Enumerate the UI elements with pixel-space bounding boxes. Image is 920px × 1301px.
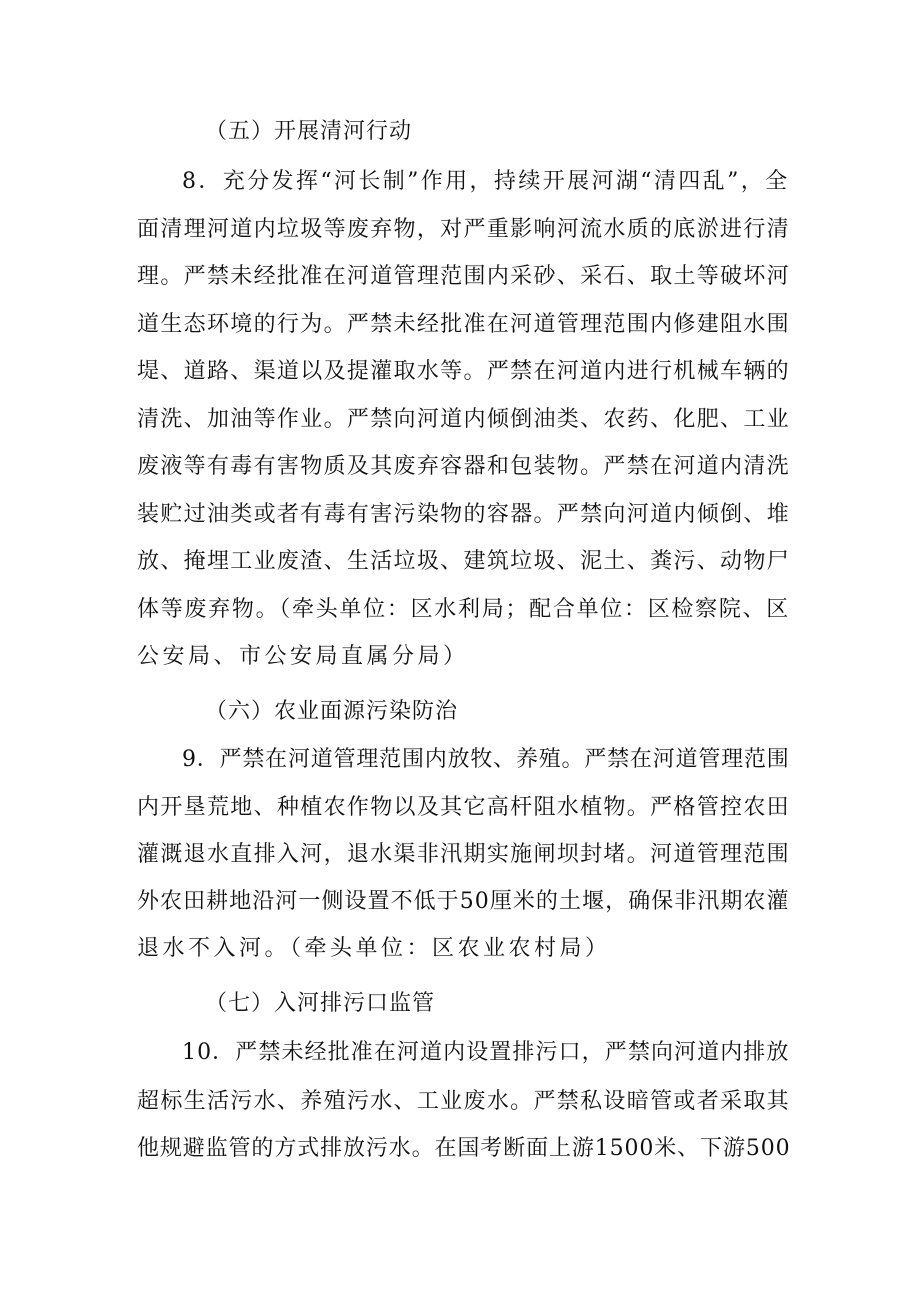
paragraph-line: 外农田耕地沿河一侧设置不低于50厘米的土堰，确保非汛期农灌 bbox=[137, 889, 790, 914]
paragraph-line: 清洗、加油等作业。严禁向河道内倾倒油类、农药、化肥、工业 bbox=[137, 407, 791, 432]
paragraph-line: 道生态环境的行为。严禁未经批准在河道管理范围内修建阻水围 bbox=[137, 312, 791, 337]
paragraph-line: 公安局、市公安局直属分局） bbox=[137, 644, 469, 669]
paragraph-line: 装贮过油类或者有毒有害污染物的容器。严禁向河道内倾倒、堆 bbox=[137, 502, 791, 527]
paragraph-line: 10．严禁未经批准在河道内设置排污口，严禁向河道内排放 bbox=[182, 1040, 790, 1065]
section-heading: （七）入河排污口监管 bbox=[205, 991, 436, 1016]
section-heading: （五）开展清河行动 bbox=[205, 119, 413, 144]
paragraph-line: 他规避监管的方式排放污水。在国考断面上游1500米、下游500 bbox=[137, 1136, 791, 1161]
paragraph-line: 9．严禁在河道管理范围内放牧、养殖。严禁在河道管理范围 bbox=[182, 747, 790, 772]
paragraph-line: 退水不入河。（牵头单位：区农业农村局） bbox=[137, 936, 611, 961]
paragraph-line: 面清理河道内垃圾等废弃物，对严重影响河流水质的底淤进行清 bbox=[137, 217, 791, 242]
section-heading: （六）农业面源污染防治 bbox=[205, 699, 459, 724]
paragraph-line: 放、掩埋工业废渣、生活垃圾、建筑垃圾、泥土、粪污、动物尸 bbox=[137, 549, 791, 574]
paragraph-line: 理。严禁未经批准在河道管理范围内采砂、采石、取土等破坏河 bbox=[137, 264, 791, 289]
paragraph-line: 灌溉退水直排入河，退水渠非汛期实施闸坝封堵。河道管理范围 bbox=[137, 842, 791, 867]
paragraph-line: 超标生活污水、养殖污水、工业废水。严禁私设暗管或者采取其 bbox=[137, 1089, 791, 1114]
paragraph-line: 8．充分发挥“河长制”作用，持续开展河湖“清四乱”，全 bbox=[182, 169, 790, 194]
paragraph-line: 废液等有毒有害物质及其废弃容器和包装物。严禁在河道内清洗 bbox=[137, 454, 791, 479]
paragraph-line: 体等废弃物。（牵头单位：区水利局；配合单位：区检察院、区 bbox=[137, 597, 791, 622]
paragraph-line: 堤、道路、渠道以及提灌取水等。严禁在河道内进行机械车辆的 bbox=[137, 359, 791, 384]
paragraph-line: 内开垦荒地、种植农作物以及其它高杆阻水植物。严格管控农田 bbox=[137, 795, 791, 820]
